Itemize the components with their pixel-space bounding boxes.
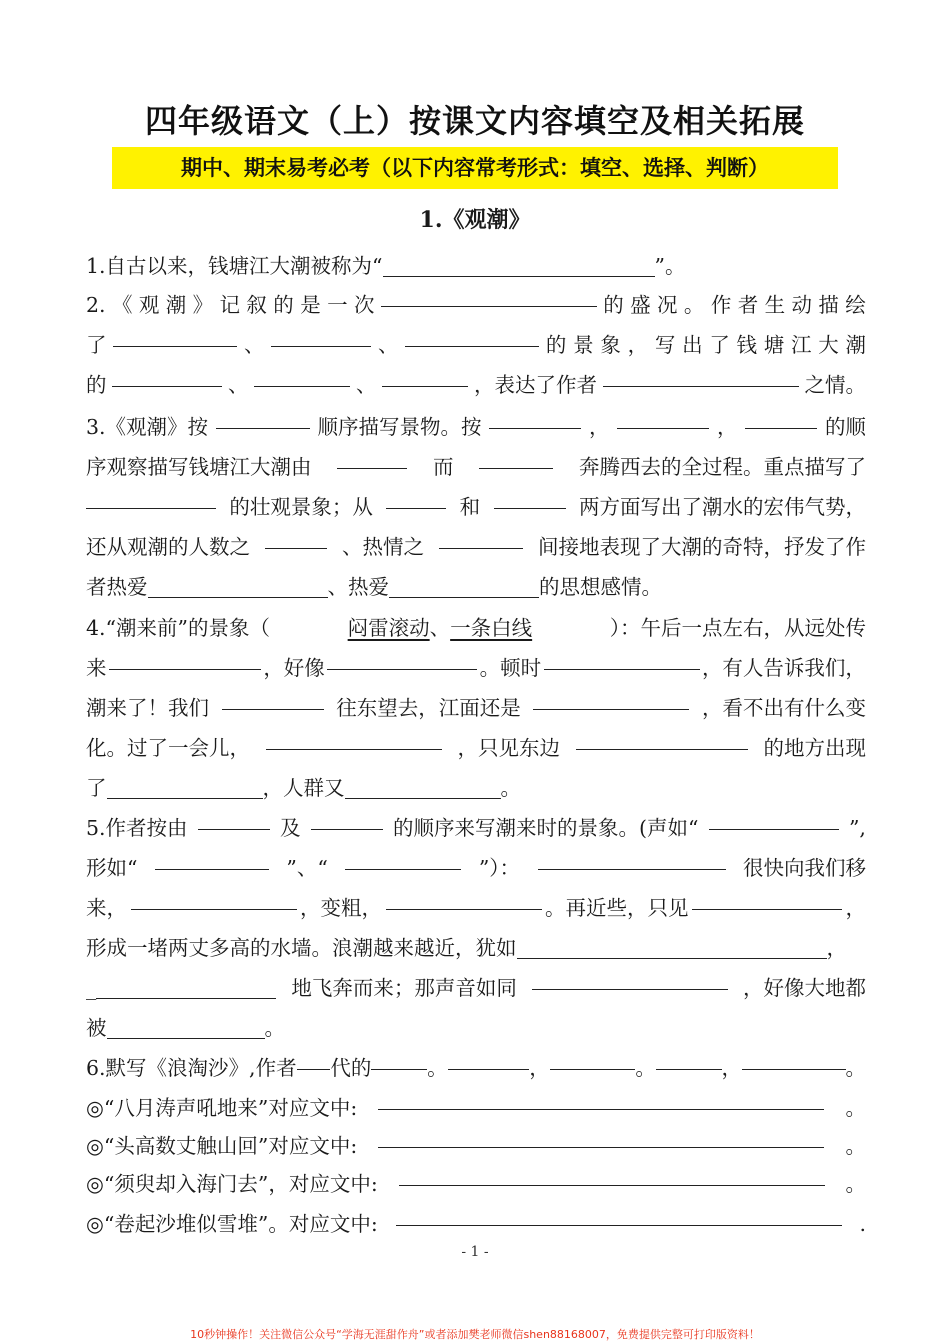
blank[interactable] <box>86 487 216 509</box>
blank[interactable] <box>131 888 297 910</box>
blank[interactable] <box>112 365 222 387</box>
q2-seg: 了 <box>86 333 107 357</box>
q4-line-5 <box>86 768 866 808</box>
q3-seg: ， <box>716 415 738 439</box>
q5-seg: 的顺序来写潮来时的景象。(声如“ <box>393 816 699 840</box>
blank[interactable] <box>538 848 726 870</box>
q2-seg: 写 <box>654 333 676 357</box>
q2-seg: 的 <box>273 293 294 317</box>
blank[interactable] <box>692 888 842 910</box>
q2-seg: 的 <box>545 333 567 357</box>
q5-line-2 <box>86 848 866 888</box>
blank[interactable] <box>107 778 263 800</box>
blank[interactable] <box>656 1048 722 1070</box>
q6-seg: 代的 <box>330 1056 372 1080</box>
q6-line-1 <box>86 1048 866 1088</box>
blank[interactable] <box>107 1018 265 1040</box>
q2-seg: 塘 <box>763 333 785 357</box>
q2-seg: ，表达了作者 <box>474 373 597 397</box>
q6-seg: ◎“卷起沙堆似雪堆”。对应文中: <box>86 1212 378 1236</box>
blank[interactable] <box>371 1048 427 1070</box>
q6-seg: 。 <box>845 1096 866 1120</box>
q2-line-2 <box>86 325 866 365</box>
blank[interactable] <box>383 256 655 278</box>
q2-seg: 潮 <box>845 333 866 357</box>
blank[interactable] <box>265 527 327 549</box>
q4-line-2 <box>86 648 866 688</box>
q2-seg: 2. <box>86 293 106 317</box>
blank[interactable] <box>271 325 371 347</box>
q6-seg: ◎“头高数丈触山回”对应文中: <box>86 1134 358 1158</box>
q4-seg: 往东望去，江面还是 <box>336 696 521 720</box>
q5-seg: ，变粗， <box>300 896 382 920</box>
blank[interactable] <box>439 527 523 549</box>
q4-seg: ，人群又 <box>262 776 345 800</box>
q6-seg: ， <box>529 1056 550 1080</box>
q5-seg: 。再近些，只见 <box>545 896 689 920</box>
q5-seg: 来， <box>86 896 127 920</box>
q3-seg: 、热爱 <box>327 575 389 599</box>
q3-seg: 还从观潮的人数之 <box>86 535 250 559</box>
blank[interactable] <box>254 365 350 387</box>
q2-seg: 。 <box>683 293 705 317</box>
underlined-phrase: 闷雷滚动 <box>347 616 430 640</box>
blank[interactable] <box>576 728 748 750</box>
blank[interactable] <box>113 325 237 347</box>
blank[interactable] <box>494 487 566 509</box>
q3-seg: 和 <box>459 495 481 519</box>
q5-seg: 地飞奔而来；那声音如同 <box>291 976 517 1000</box>
q5-seg: 形如“ <box>86 856 138 880</box>
q2-seg: 一 <box>327 293 348 317</box>
blank[interactable] <box>345 848 461 870</box>
q4-seg: ，有人告诉我们， <box>701 656 866 680</box>
blank[interactable] <box>532 968 728 990</box>
blank[interactable] <box>550 1048 636 1070</box>
page-number: - 1 - <box>461 1244 489 1260</box>
q2-seg: 了 <box>709 333 730 357</box>
blank[interactable] <box>96 978 276 1000</box>
blank[interactable] <box>386 888 542 910</box>
q2-seg: 次 <box>353 293 375 317</box>
blank[interactable] <box>517 938 827 960</box>
blank[interactable] <box>489 407 581 429</box>
q5-seg: 很快向我们移 <box>743 856 866 880</box>
q6-seg: ◎“须臾却入海门去”，对应文中: <box>86 1172 378 1196</box>
q3-seg: ， <box>589 415 610 439</box>
q2-seg: 观 <box>138 293 160 317</box>
q2-line-3 <box>86 365 866 405</box>
q2-line-1 <box>86 285 866 325</box>
q5-line-6 <box>86 1008 866 1048</box>
blank[interactable] <box>389 577 539 599</box>
q2-seg: 描 <box>818 293 839 317</box>
q3-seg: 两方面写出了潮水的宏伟气势， <box>578 495 866 519</box>
q5-seg: 5.作者按由 <box>86 816 188 840</box>
blank[interactable] <box>382 365 468 387</box>
blank[interactable] <box>222 688 324 710</box>
q5-line-1 <box>86 808 866 848</box>
q4-seg: 来 <box>86 656 107 680</box>
page-title: 四年级语文（上）按课文内容填空及相关拓展 <box>144 102 805 140</box>
q2-seg: 叙 <box>246 293 267 317</box>
q3-seg: 序观察描写钱塘江大潮由 <box>86 455 312 479</box>
q4-seg: 。 <box>500 776 521 800</box>
q2-seg: 《 <box>111 293 133 317</box>
blank[interactable] <box>216 407 310 429</box>
q1-text-end: ”。 <box>654 254 686 278</box>
q5-seg: ”）： <box>478 856 521 880</box>
q1-text: 1.自古以来，钱塘江大潮被称为“ <box>86 254 383 278</box>
q2-seg: 绘 <box>845 293 866 317</box>
blank[interactable] <box>396 1204 842 1226</box>
q3-line-2 <box>86 447 866 487</box>
q4-line-4 <box>86 728 866 768</box>
blank[interactable] <box>742 1048 846 1070</box>
q6-seg: 。 <box>845 1134 866 1158</box>
q4-seg: 的地方出现 <box>763 736 866 760</box>
blank[interactable] <box>617 407 709 429</box>
q3-line-3 <box>86 487 866 527</box>
q3-line-4 <box>86 527 866 567</box>
subtitle-banner: 期中、期末易考必考（以下内容常考形式：填空、选择、判断） <box>112 147 838 189</box>
q2-seg: 动 <box>791 293 812 317</box>
q2-seg: 景 <box>573 333 594 357</box>
blank[interactable] <box>311 808 383 830</box>
blank[interactable] <box>155 848 269 870</box>
q3-line-5 <box>86 567 866 607</box>
blank[interactable] <box>386 487 446 509</box>
blank[interactable] <box>479 447 553 469</box>
q2-seg: 的 <box>603 293 624 317</box>
q5-line-5 <box>86 968 866 1008</box>
q6-seg: 。 <box>845 1056 866 1080</box>
blank[interactable] <box>544 648 700 670</box>
q2-seg: 者 <box>737 293 759 317</box>
q5-seg: 被 <box>86 1016 107 1040</box>
q5-seg: 及 <box>280 816 301 840</box>
q6-seg: . <box>859 1212 866 1236</box>
q5-seg: ”、“ <box>286 856 328 880</box>
q4-seg: ）：午后一点左右，从远处传 <box>609 616 866 640</box>
q5-seg: ”, <box>848 816 866 840</box>
q3-line-1 <box>86 407 866 447</box>
q4-seg: ，只见东边 <box>457 736 560 760</box>
blank[interactable] <box>745 407 817 429</box>
q2-seg: 是 <box>300 293 321 317</box>
q3-seg: 者热爱 <box>86 575 148 599</box>
q6-seg: 6.默写《浪淘沙》,作者 <box>86 1056 297 1080</box>
q6-seg: ， <box>721 1056 742 1080</box>
q5-seg: _ <box>86 976 97 1000</box>
q6-line-3 <box>86 1126 866 1166</box>
q2-seg: 大 <box>818 333 839 357</box>
q3-seg: 顺序描写景物。按 <box>317 415 482 439</box>
blank[interactable] <box>297 1048 331 1070</box>
q2-seg: 潮 <box>165 293 187 317</box>
q5-line-4 <box>86 928 866 968</box>
q3-seg: 、热情之 <box>342 535 424 559</box>
q2-seg: 江 <box>791 333 812 357</box>
blank[interactable] <box>378 1126 824 1148</box>
q2-seg: 》 <box>192 293 214 317</box>
q3-seg: 奔腾西去的全过程。重点描写了 <box>579 455 866 479</box>
q2-seg: 记 <box>219 293 241 317</box>
lesson-heading: 1.《观潮》 <box>419 207 531 233</box>
q2-seg: 之情。 <box>804 373 866 397</box>
q6-seg: 。 <box>845 1172 866 1196</box>
q6-line-4 <box>86 1164 866 1204</box>
underlined-phrase: 一条白线 <box>450 616 533 640</box>
q2-seg: 、 <box>243 333 265 357</box>
q2-seg: 的 <box>86 373 107 397</box>
q1-line <box>86 246 866 286</box>
q2-seg: 生 <box>764 293 786 317</box>
q5-seg: ， <box>845 896 866 920</box>
q5-leading-blank <box>86 968 276 1008</box>
q3-seg: 间接地表现了大潮的奇特，抒发了作 <box>538 535 866 559</box>
q5-line-3 <box>86 888 866 928</box>
q4-seg: 化。过了一会儿， <box>86 736 250 760</box>
q2-seg: 钱 <box>736 333 758 357</box>
q2-seg: 象 <box>600 333 621 357</box>
q2-seg: 、 <box>377 333 399 357</box>
q3-seg: 的思想感情。 <box>539 575 662 599</box>
blank[interactable] <box>709 808 839 830</box>
blank[interactable] <box>345 778 501 800</box>
promo-footer: 10秒钟操作！关注微信公众号“学海无涯甜作舟”或者添加樊老师微信shen88168007，免费提供完整可打印版资料！ <box>190 1328 760 1341</box>
q2-seg: 、 <box>228 373 249 397</box>
q6-line-5 <box>86 1204 866 1244</box>
q5-seg: 。 <box>264 1016 285 1040</box>
q2-seg: 出 <box>682 333 703 357</box>
q5-seg: ，好像大地都 <box>742 976 866 1000</box>
blank[interactable] <box>381 285 597 307</box>
q3-seg: 3.《观潮》按 <box>86 415 209 439</box>
q4-line-1 <box>86 608 866 648</box>
blank[interactable] <box>266 728 442 750</box>
q6-seg: 。 <box>427 1056 448 1080</box>
blank[interactable] <box>378 1088 824 1110</box>
blank[interactable] <box>399 1164 825 1186</box>
q3-seg: 的顺 <box>824 415 866 439</box>
blank[interactable] <box>603 365 799 387</box>
blank[interactable] <box>337 447 407 469</box>
blank[interactable] <box>405 325 539 347</box>
q4-underlined-phrases <box>348 608 533 648</box>
q4-seg: 潮来了！我们 <box>86 696 209 720</box>
q2-seg: 盛 <box>630 293 651 317</box>
q4-line-3 <box>86 688 866 728</box>
blank[interactable] <box>533 688 689 710</box>
q3-seg: 而 <box>433 455 454 479</box>
blank[interactable] <box>327 648 477 670</box>
blank[interactable] <box>198 808 270 830</box>
q6-seg: 。 <box>635 1056 656 1080</box>
q4-seg: ，好像 <box>263 656 325 680</box>
q4-seg: 4.“潮来前”的景象（ <box>86 616 271 640</box>
q2-seg: 作 <box>710 293 732 317</box>
q6-seg: ◎“八月涛声吼地来”对应文中: <box>86 1096 358 1120</box>
q2-seg: 况 <box>657 293 678 317</box>
q3-seg: 的壮观景象；从 <box>229 495 373 519</box>
q4-seg: 。顿时 <box>479 656 542 680</box>
blank[interactable] <box>109 648 261 670</box>
q4-seg: 了 <box>86 776 107 800</box>
blank[interactable] <box>448 1048 530 1070</box>
q6-line-2 <box>86 1088 866 1128</box>
q4-seg: ，看不出有什么变 <box>702 696 866 720</box>
q4-seg: 、 <box>429 616 451 640</box>
blank[interactable] <box>148 577 328 599</box>
q5-seg: ， <box>826 936 847 960</box>
q5-seg: 形成一堵两丈多高的水墙。浪潮越来越近，犹如 <box>86 936 517 960</box>
q2-seg: ， <box>627 333 649 357</box>
q2-seg: 、 <box>356 373 377 397</box>
